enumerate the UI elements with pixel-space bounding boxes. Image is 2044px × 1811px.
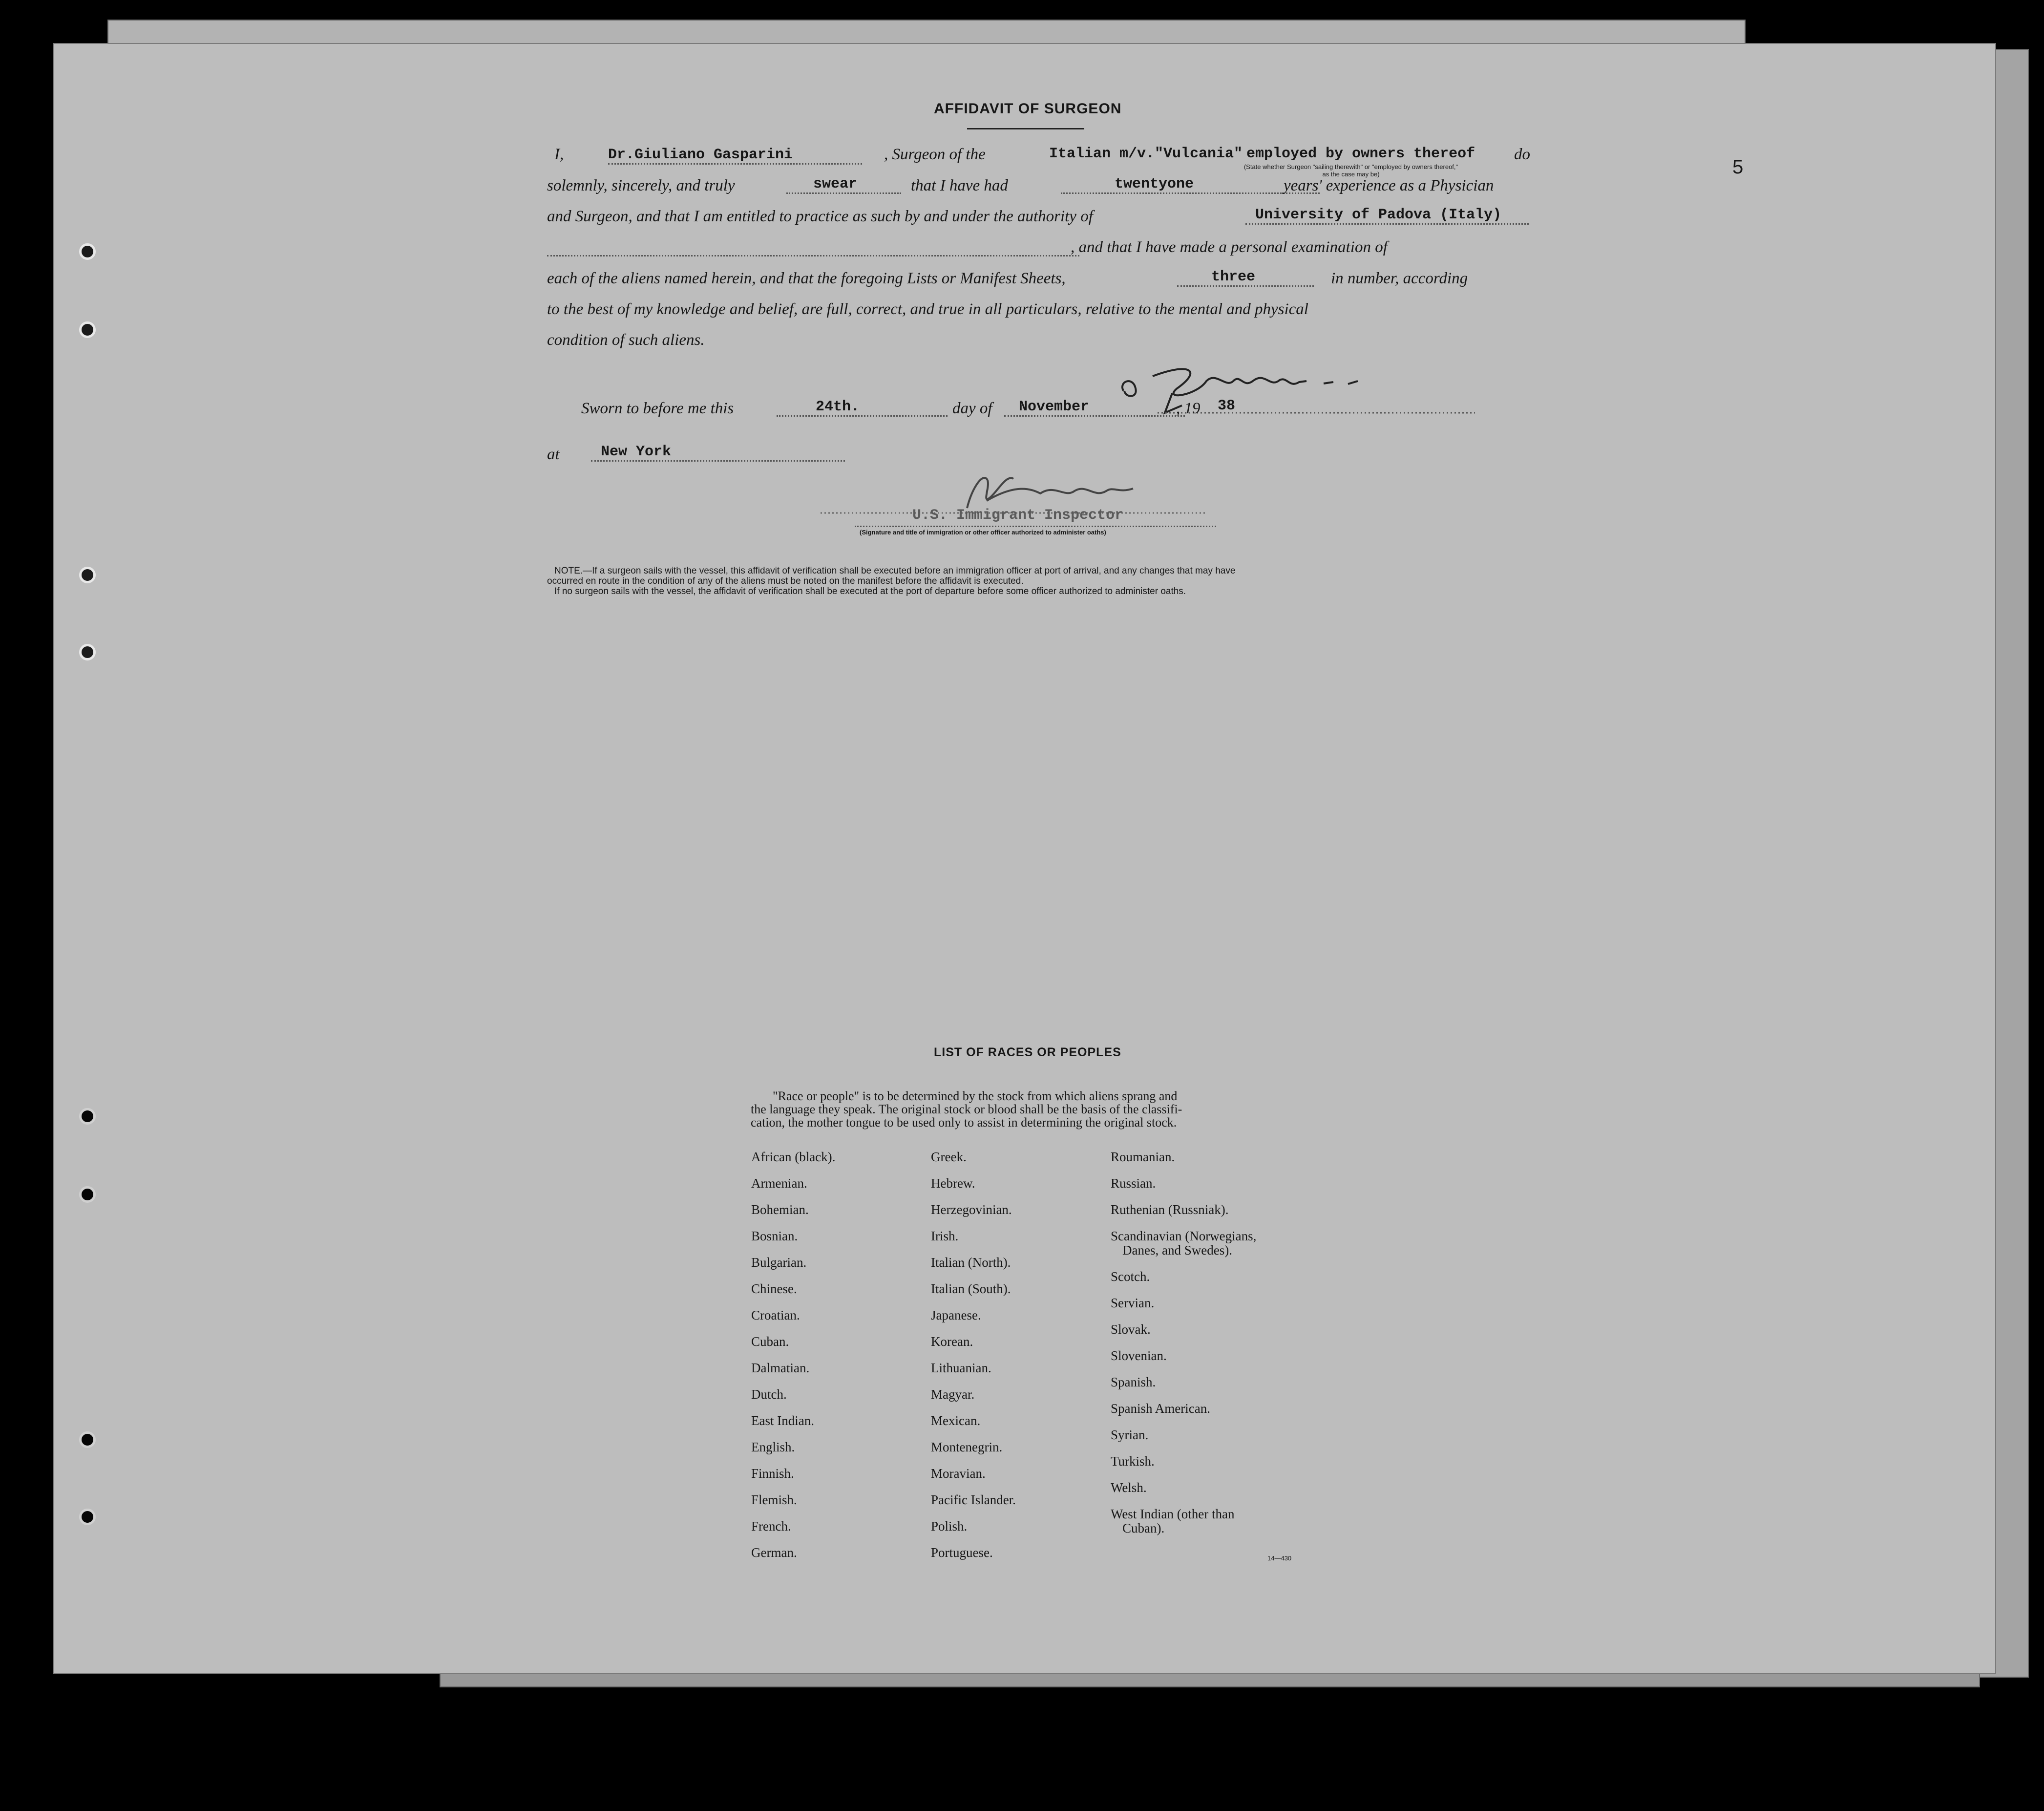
punch-hole [79, 1108, 96, 1125]
note-block [547, 566, 1235, 597]
race-entry: Slovak. [1111, 1322, 1151, 1337]
race-entry: Moravian. [931, 1466, 986, 1481]
line1-mid: , Surgeon of the [884, 146, 986, 163]
punch-hole [79, 1431, 96, 1448]
line7-text: condition of such aliens. [547, 331, 705, 349]
affidavit-page [53, 43, 1996, 1674]
race-entry: Dalmatian. [751, 1361, 810, 1375]
race-entry: Chinese. [751, 1281, 797, 1296]
race-entry: Spanish. [1111, 1375, 1156, 1389]
race-entry: West Indian (other than [1111, 1507, 1235, 1521]
officer-title-line [855, 525, 1216, 527]
race-entry: Japanese. [931, 1308, 981, 1322]
race-entry: Armenian. [751, 1176, 807, 1191]
race-entry: Croatian. [751, 1308, 800, 1322]
race-entry: Bohemian. [751, 1202, 809, 1217]
race-entry: Welsh. [1111, 1480, 1147, 1495]
sworn-day-of: day of [952, 400, 992, 417]
line3-prefix: and Surgeon, and that I am entitled to practice as such by and under the authority of [547, 208, 1093, 225]
race-entry: Slovenian. [1111, 1348, 1167, 1363]
officer-title-stamp: U.S. Immigrant Inspector [912, 507, 1124, 524]
race-entry: Portuguese. [931, 1545, 993, 1560]
race-entry: Pacific Islander. [931, 1492, 1016, 1507]
page-number: 5 [1732, 156, 1744, 178]
sworn-prefix: Sworn to before me this [581, 400, 734, 417]
races-intro-2: the language they speak. The original stock or blood shall be the basis of the classifi- [751, 1102, 1182, 1116]
race-entry: Montenegrin. [931, 1440, 1003, 1454]
line5-suffix: in number, according [1331, 270, 1468, 287]
race-entry: Finnish. [751, 1466, 794, 1481]
race-entry: Servian. [1111, 1296, 1155, 1310]
race-entry: Cuban). [1122, 1521, 1165, 1535]
punch-hole [79, 1509, 96, 1525]
line1-prefix: I, [554, 146, 564, 163]
sworn-day-field: 24th. [777, 399, 948, 417]
authority-continuation-blank [547, 239, 1079, 256]
years-field: twentyone [1061, 176, 1320, 194]
race-entry: Greek. [931, 1150, 967, 1164]
punch-hole [79, 644, 96, 660]
race-entry: Mexican. [931, 1413, 981, 1428]
race-entry: Ruthenian (Russniak). [1111, 1202, 1229, 1217]
race-entry: Herzegovinian. [931, 1202, 1012, 1217]
race-entry: Magyar. [931, 1387, 975, 1402]
at-label: at [547, 446, 560, 463]
race-entry: English. [751, 1440, 795, 1454]
note-line-3: If no surgeon sails with the vessel, the affidavit of verification shall be executed at the port of departure before some officer authorized to administer oaths. [554, 586, 1186, 597]
line4-suffix: , and that I have made a personal examination of [1071, 238, 1388, 256]
race-entry: Lithuanian. [931, 1361, 991, 1375]
race-entry: Roumanian. [1111, 1150, 1175, 1164]
surgeon-name-field: Dr.Giuliano Gasparini [608, 147, 862, 165]
line5-prefix: each of the aliens named herein, and that the foregoing Lists or Manifest Sheets, [547, 270, 1066, 287]
sheets-count-field: three [1177, 269, 1314, 287]
affidavit-title: AFFIDAVIT OF SURGEON [934, 101, 1122, 117]
note-line-1 [547, 566, 1235, 576]
note-text-1: If a surgeon sails with the vessel, this affidavit of verification shall be executed before an immigration officer at port of arrival, and any changes that may have [592, 566, 1236, 576]
race-entry: Spanish American. [1111, 1401, 1210, 1416]
race-entry: Turkish. [1111, 1454, 1155, 1469]
race-entry: Hebrew. [931, 1176, 975, 1191]
sworn-month-field: November [1004, 399, 1185, 417]
note-line-2: occurred en route in the condition of any of the aliens must be noted on the manifest before the affidavit is executed. [547, 576, 1024, 586]
race-entry: Polish. [931, 1519, 968, 1534]
race-entry: Russian. [1111, 1176, 1156, 1191]
authority-field: University of Padova (Italy) [1245, 207, 1529, 225]
sworn-year-field: 38 [1218, 398, 1236, 414]
race-entry: East Indian. [751, 1413, 814, 1428]
punch-hole [79, 243, 96, 260]
race-entry: Bosnian. [751, 1229, 798, 1243]
line2-suffix: years' experience as a Physician [1284, 177, 1494, 194]
races-intro-1: "Race or people" is to be determined by the stock from which aliens sprang and [773, 1089, 1178, 1103]
employment-hint: (State whether Surgeon "sailing therewith" or "employed by owners thereof," as the case may be) [1243, 163, 1458, 178]
line2-mid: that I have had [911, 177, 1008, 194]
race-entry: French. [751, 1519, 791, 1534]
race-entry: Flemish. [751, 1492, 797, 1507]
punch-hole [79, 321, 96, 338]
race-entry: Italian (South). [931, 1281, 1011, 1296]
race-entry: Dutch. [751, 1387, 787, 1402]
sworn-year-prefix: , 19 [1176, 400, 1201, 417]
place-field: New York [591, 444, 845, 462]
races-column-1 [751, 1150, 835, 1560]
vessel-field: Italian m/v."Vulcania" [1049, 146, 1243, 162]
punch-hole [79, 567, 96, 583]
line1-suffix: do [1514, 146, 1530, 163]
race-entry: Irish. [931, 1229, 959, 1243]
punch-hole [79, 1186, 96, 1203]
race-entry: Scandinavian (Norwegians, [1111, 1229, 1257, 1243]
race-entry: African (black). [751, 1150, 836, 1164]
title-underline [967, 128, 1084, 129]
races-column-2 [931, 1150, 1016, 1560]
race-entry: Scotch. [1111, 1269, 1150, 1284]
race-entry: Syrian. [1111, 1427, 1149, 1442]
races-title: LIST OF RACES OR PEOPLES [934, 1045, 1121, 1059]
races-intro [751, 1089, 1182, 1129]
line6-text: to the best of my knowledge and belief, are full, correct, and true in all particulars, relative to the mental and physical [547, 300, 1308, 318]
races-column-3 [1111, 1150, 1256, 1535]
form-number: 14—430 [1267, 1555, 1292, 1562]
employment-field: employed by owners thereof [1246, 146, 1475, 162]
note-lead: NOTE.— [554, 566, 592, 576]
line2-prefix: solemnly, sincerely, and truly [547, 177, 735, 194]
oath-field: swear [786, 176, 901, 194]
officer-caption: (Signature and title of immigration or other officer authorized to administer oaths) [860, 529, 1106, 536]
race-entry: Bulgarian. [751, 1255, 807, 1270]
race-entry: Italian (North). [931, 1255, 1011, 1270]
race-entry: Korean. [931, 1334, 973, 1349]
race-entry: Danes, and Swedes). [1122, 1243, 1232, 1257]
race-entry: Cuban. [751, 1334, 789, 1349]
race-entry: German. [751, 1545, 797, 1560]
races-intro-3: cation, the mother tongue to be used only to assist in determining the original stock. [751, 1115, 1177, 1129]
